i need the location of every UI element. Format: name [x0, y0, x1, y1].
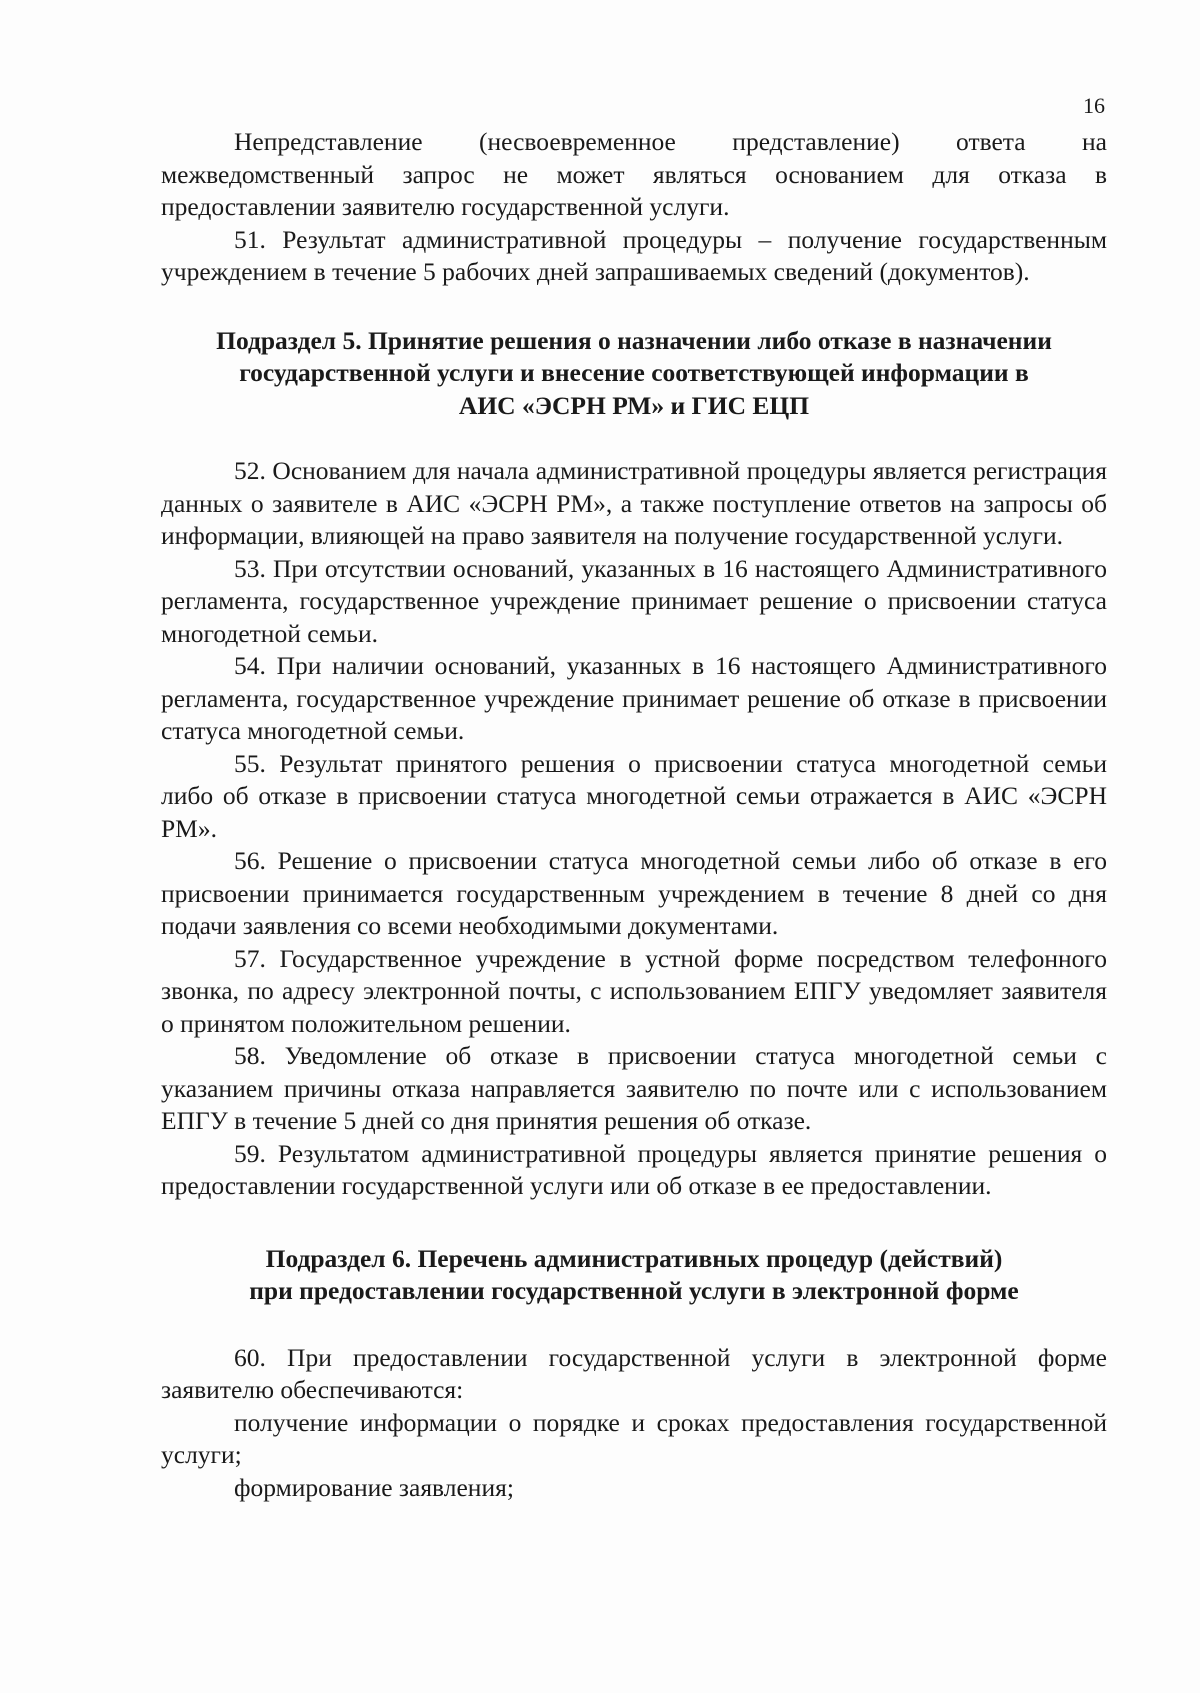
paragraph-57: 57. Государственное учреждение в устной форме посредством телефонного звонка, по адресу электронной почты, с использованием ЕПГУ уведомляет заявителя о принятом положительном решении.: [161, 943, 1107, 1038]
paragraph-55: 55. Результат принятого решения о присвоении статуса многодетной семьи либо об отказе в присвоении статуса многодетной семьи отражается в АИС «ЭСРН РМ».: [161, 748, 1107, 843]
paragraph-53: 53. При отсутствии оснований, указанных в 16 настоящего Административного регламента, государственное учреждение принимает решение о присвоении статуса многодетной семьи.: [161, 553, 1107, 648]
section-5-heading-line-1: Подраздел 5. Принятие решения о назначении либо отказе в назначении: [216, 325, 1052, 355]
section-5-body: [161, 455, 1107, 1203]
section-5-heading: [161, 325, 1107, 423]
section-6-heading-line-2: при предоставлении государственной услуги в электронной форме: [249, 1276, 1019, 1305]
section-6-heading-line-1: Подраздел 6. Перечень административных процедур (действий): [265, 1243, 1003, 1273]
paragraph-54: 54. При наличии оснований, указанных в 16 настоящего Административного регламента, государственное учреждение принимает решение об отказе в присвоении статуса многодетной семьи.: [161, 651, 1107, 745]
list-item-application: формирование заявления;: [234, 1472, 514, 1502]
document-body: [161, 126, 1107, 1504]
list-item-info: получение информации о порядке и сроках предоставления государственной услуги;: [161, 1407, 1107, 1469]
spacer: [161, 1308, 1107, 1342]
paragraph-51: 51. Результат административной процедуры – получение государственным учреждением в течение 5 рабочих дней запрашиваемых сведений (документов).: [161, 224, 1107, 286]
paragraph-52: 52. Основанием для начала административной процедуры является регистрация данных о заявителе в АИС «ЭСРН РМ», а также поступление ответов на запросы об информации, влияющей на право заявителя на получение государственной услуги.: [161, 456, 1107, 550]
spacer: [161, 422, 1107, 455]
section-6-heading: [161, 1243, 1107, 1308]
paragraph-56: 56. Решение о присвоении статуса многодетной семьи либо об отказе в его присвоении принимается государственным учреждением в течение 8 дней со дня подачи заявления со всеми необходимыми документами.: [161, 846, 1107, 940]
paragraph-nonsubmission: Непредставление (несвоевременное представление) ответа на межведомственный запрос не может являться основанием для отказа в предоставлении заявителю государственной услуги.: [161, 127, 1107, 221]
paragraph-59: 59. Результатом административной процедуры является принятие решения о предоставлении государственной услуги или об отказе в ее предоставлении.: [161, 1138, 1107, 1200]
spacer: [161, 289, 1107, 325]
section-5-heading-line-3: АИС «ЭСРН РМ» и ГИС ЕЦП: [458, 390, 810, 420]
page-number: 16: [1083, 93, 1105, 118]
section-6-body: [161, 1342, 1107, 1505]
spacer: [161, 1203, 1107, 1243]
paragraph-60: 60. При предоставлении государственной услуги в электронной форме заявителю обеспечиваются:: [161, 1342, 1107, 1404]
paragraph-58: 58. Уведомление об отказе в присвоении статуса многодетной семьи с указанием причины отказа направляется заявителю по почте или с использованием ЕПГУ в течение 5 дней со дня принятия решения об отказе.: [161, 1041, 1107, 1135]
section-5-heading-line-2: государственной услуги и внесение соответствующей информации в: [239, 358, 1029, 387]
